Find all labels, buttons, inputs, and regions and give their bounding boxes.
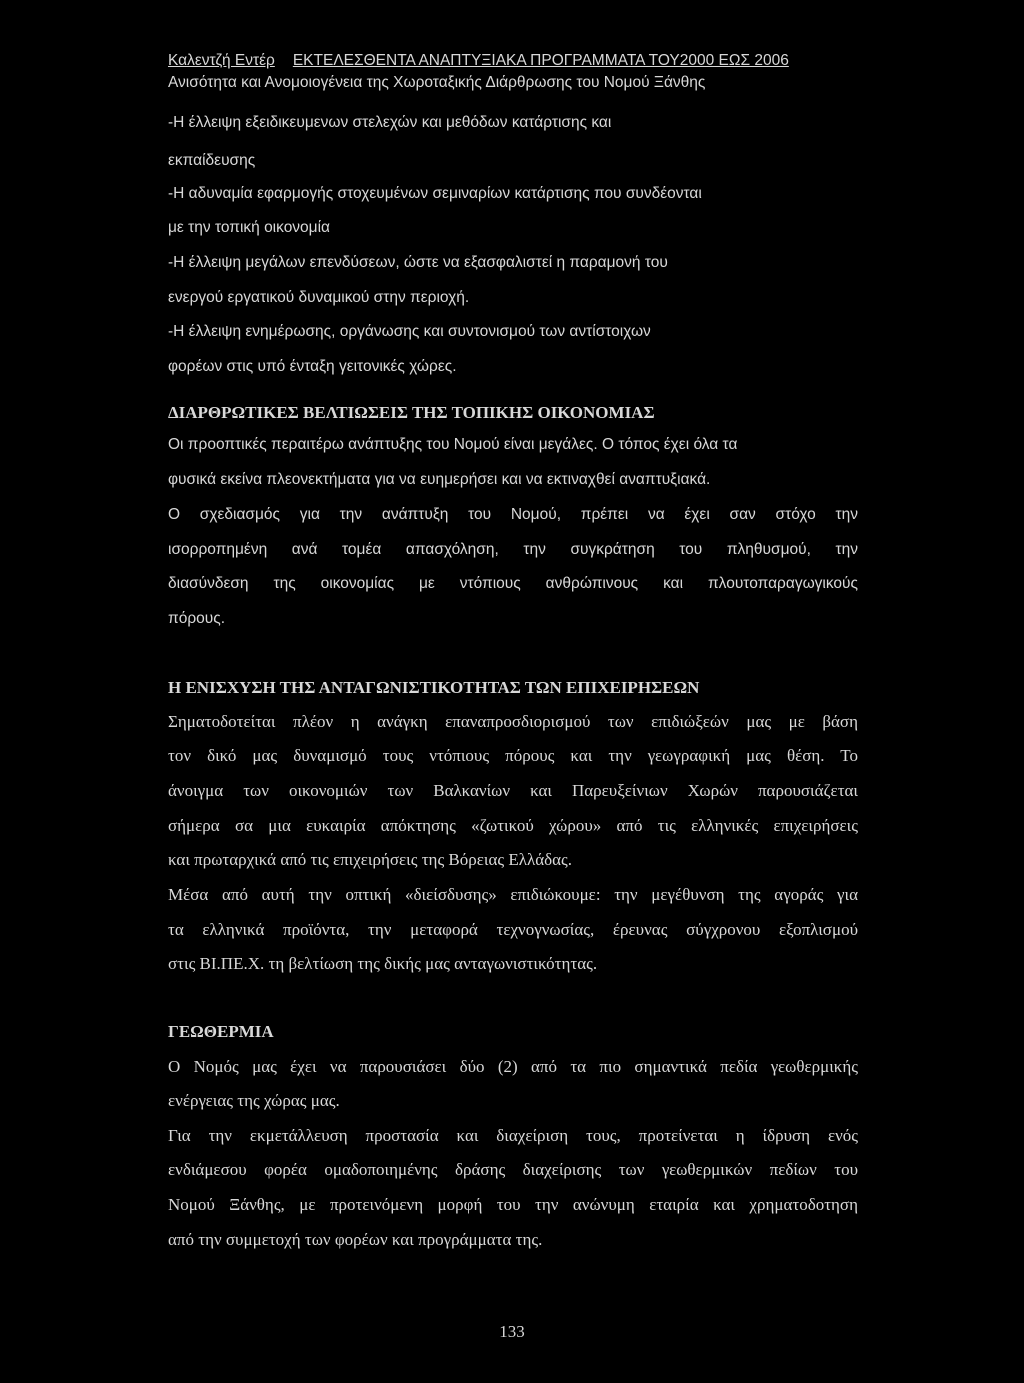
paragraph-line: τον δικό μας δυναμισμό τους ντόπιους πόρους και την γεωγραφική μας θέση. Το [168, 746, 858, 765]
paragraph-line: ενέργειας της χώρας μας. [168, 1091, 340, 1110]
list-item: -Η έλλειψη μεγάλων επενδύσεων, ώστε να εξασφαλιστεί η παραμονή του [168, 254, 668, 271]
page-number: 133 [499, 1322, 525, 1341]
list-item: φορέων στις υπό ένταξη γειτονικές χώρες. [168, 358, 457, 375]
paragraph-line: άνοιγμα των οικονομιών των Βαλκανίων και Παρευξείνιων Χωρών παρουσιάζεται [168, 781, 858, 800]
paragraph-line: Για την εκμετάλλευση προστασία και διαχείριση τους, προτείνεται η ίδρυση ενός [168, 1126, 858, 1145]
running-header [168, 52, 868, 70]
paragraph-line: διασύνδεση της οικονομίας με ντόπιους ανθρώπινους και πλουτοπαραγωγικούς [168, 575, 858, 592]
paragraph-line: σήμερα σα μια ευκαιρία απόκτησης «ζωτικού χώρου» από τις ελληνικές επιχειρήσεις [168, 816, 858, 835]
header-subtitle: Ανισότητα και Ανομοιογένεια της Χωροταξικής Διάρθρωσης του Νομού Ξάνθης [168, 74, 706, 91]
list-item: εκπαίδευσης [168, 152, 256, 169]
paragraph-line: από την συμμετοχή των φορέων και προγράμματα της. [168, 1230, 543, 1249]
paragraph-line: Οι προοπτικές περαιτέρω ανάπτυξης του Νομού είναι μεγάλες. Ο τόπος έχει όλα τα [168, 436, 738, 453]
list-item: -Η έλλειψη ενημέρωσης, οργάνωσης και συντονισμού των αντίστοιχων [168, 323, 651, 340]
header-author: Καλεντζή Εντέρ [168, 52, 275, 69]
list-item: ενεργού εργατικού δυναμικού στην περιοχή. [168, 289, 470, 306]
paragraph-line: Ο σχεδιασμός για την ανάπτυξη του Νομού, πρέπει να έχει σαν στόχο την [168, 506, 858, 523]
section-heading-structural: ΔΙΑΡΘΡΩΤΙΚΕΣ ΒΕΛΤΙΩΣΕΙΣ ΤΗΣ ΤΟΠΙΚΗΣ ΟΙΚΟΝΟΜΙΑΣ [168, 403, 655, 422]
paragraph-line: τα ελληνικά προϊόντα, την μεταφορά τεχνογνωσίας, έρευνας σύγχρονου εξοπλισμού [168, 920, 858, 939]
paragraph-line: Νομού Ξάνθης, με προτεινόμενη μορφή του την ανώνυμη εταιρία και χρηματοδοτηση [168, 1195, 858, 1214]
paragraph-line: ισορροπημένη ανά τομέα απασχόληση, την συγκράτηση του πληθυσμού, την [168, 541, 858, 558]
paragraph-line: Μέσα από αυτή την οπτική «διείσδυσης» επιδιώκουμε: την μεγέθυνση της αγοράς για [168, 885, 858, 904]
paragraph-line: ενδιάμεσου φορέα ομαδοποιημένης δράσης διαχείρισης των γεωθερμικών πεδίων του [168, 1160, 858, 1179]
paragraph-line: και πρωταρχικά από τις επιχειρήσεις της Βόρειας Ελλάδας. [168, 850, 573, 869]
paragraph-line: φυσικά εκείνα πλεονεκτήματα για να ευημερήσει και να εκτιναχθεί αναπτυξιακά. [168, 471, 711, 488]
header-title: ΕΚΤΕΛΕΣΘΕΝΤΑ ΑΝΑΠΤΥΞΙΑΚΑ ΠΡΟΓΡΑΜΜΑΤΑ ΤΟΥ2000 ΕΩΣ 2006 [292, 52, 789, 69]
list-item: με την τοπική οικονομία [168, 219, 331, 236]
paragraph-line: πόρους. [168, 610, 226, 627]
paragraph-line: Ο Νομός μας έχει να παρουσιάσει δύο (2) από τα πιο σημαντικά πεδία γεωθερμικής [168, 1057, 858, 1076]
paragraph-line: στις ΒΙ.ΠΕ.Χ. τη βελτίωση της δικής μας ανταγωνιστικότητας. [168, 954, 598, 973]
paragraph-line: Σηματοδοτείται πλέον η ανάγκη επαναπροσδιορισμού των επιδιώξεών μας με βάση [168, 712, 858, 731]
section-heading-geothermal: ΓΕΩΘΕΡΜΙΑ [168, 1022, 274, 1041]
section-heading-competitiveness: Η ΕΝΙΣΧΥΣΗ ΤΗΣ ΑΝΤΑΓΩΝΙΣΤΙΚΟΤΗΤΑΣ ΤΩΝ ΕΠΙΧΕΙΡΗΣΕΩΝ [168, 678, 700, 697]
list-item: -Η αδυναμία εφαρμογής στοχευμένων σεμιναρίων κατάρτισης που συνδέονται [168, 185, 702, 202]
list-item: -Η έλλειψη εξειδικευμενων στελεχών και μεθόδων κατάρτισης και [168, 114, 612, 131]
